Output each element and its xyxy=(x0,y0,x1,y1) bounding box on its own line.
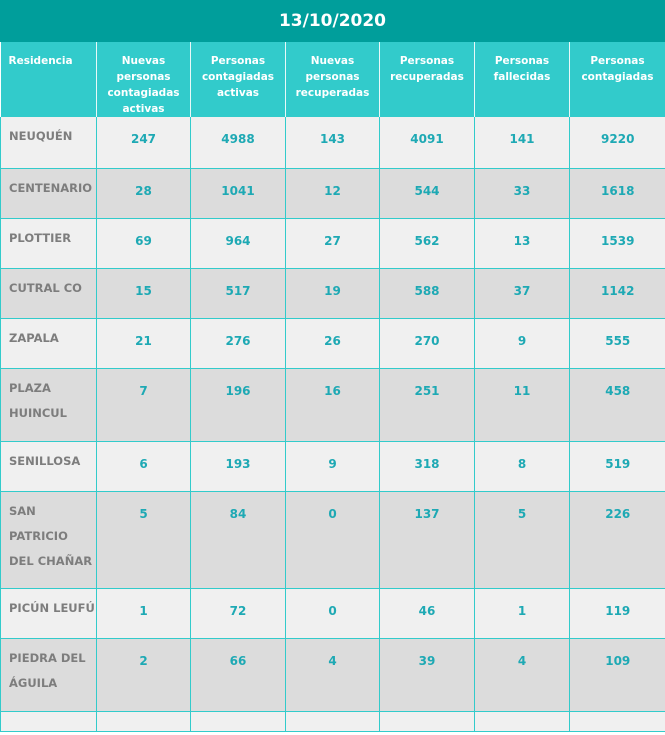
value-cell: 6 xyxy=(97,441,191,491)
value-cell: 588 xyxy=(380,268,475,318)
value-cell: 4 xyxy=(475,638,570,711)
value-cell: 37 xyxy=(475,268,570,318)
value-cell: 1041 xyxy=(191,168,286,218)
value-cell: 5 xyxy=(475,491,570,588)
table-row xyxy=(1,441,665,491)
value-cell: 119 xyxy=(570,588,665,638)
value-cell: 4091 xyxy=(380,117,475,168)
value-cell: 247 xyxy=(97,117,191,168)
table-row xyxy=(1,268,665,318)
table-row xyxy=(1,368,665,441)
residence-cell: SAN PATRICIO DEL CHAÑAR xyxy=(1,491,97,588)
value-cell xyxy=(380,711,475,731)
value-cell: 84 xyxy=(191,491,286,588)
date-header: 13/10/2020 xyxy=(0,0,665,42)
residence-cell: CUTRAL CO xyxy=(1,268,97,318)
value-cell: 5 xyxy=(97,491,191,588)
table-row xyxy=(1,168,665,218)
value-cell xyxy=(97,711,191,731)
value-cell xyxy=(475,711,570,731)
residence-cell xyxy=(1,711,97,731)
value-cell: 318 xyxy=(380,441,475,491)
value-cell: 226 xyxy=(570,491,665,588)
column-header: Residencia xyxy=(1,42,97,117)
value-cell: 7 xyxy=(97,368,191,441)
table-row xyxy=(1,318,665,368)
value-cell: 964 xyxy=(191,218,286,268)
value-cell: 69 xyxy=(97,218,191,268)
table-row xyxy=(1,588,665,638)
value-cell: 1142 xyxy=(570,268,665,318)
residence-cell: PIEDRA DEL ÁGUILA xyxy=(1,638,97,711)
value-cell xyxy=(286,711,380,731)
value-cell: 15 xyxy=(97,268,191,318)
column-header: Personas recuperadas xyxy=(380,42,475,117)
value-cell: 16 xyxy=(286,368,380,441)
value-cell: 21 xyxy=(97,318,191,368)
value-cell: 28 xyxy=(97,168,191,218)
table-row xyxy=(1,218,665,268)
residence-cell: SENILLOSA xyxy=(1,441,97,491)
value-cell: 2 xyxy=(97,638,191,711)
value-cell: 13 xyxy=(475,218,570,268)
value-cell: 46 xyxy=(380,588,475,638)
value-cell: 0 xyxy=(286,588,380,638)
value-cell: 27 xyxy=(286,218,380,268)
value-cell: 555 xyxy=(570,318,665,368)
value-cell: 9 xyxy=(286,441,380,491)
value-cell: 270 xyxy=(380,318,475,368)
value-cell: 1618 xyxy=(570,168,665,218)
table-row xyxy=(1,711,665,731)
value-cell: 12 xyxy=(286,168,380,218)
value-cell: 8 xyxy=(475,441,570,491)
value-cell: 1 xyxy=(475,588,570,638)
value-cell: 137 xyxy=(380,491,475,588)
table-header-row xyxy=(1,42,665,117)
table-body xyxy=(1,117,665,731)
residence-cell: ZAPALA xyxy=(1,318,97,368)
column-header: Nuevas personas contagiadas activas xyxy=(97,42,191,117)
value-cell xyxy=(191,711,286,731)
residence-cell: PICÚN LEUFÚ xyxy=(1,588,97,638)
value-cell: 39 xyxy=(380,638,475,711)
table-row xyxy=(1,117,665,168)
residence-cell: PLOTTIER xyxy=(1,218,97,268)
value-cell: 19 xyxy=(286,268,380,318)
residence-cell: CENTENARIO xyxy=(1,168,97,218)
table-row xyxy=(1,491,665,588)
value-cell: 9220 xyxy=(570,117,665,168)
residence-cell: NEUQUÉN xyxy=(1,117,97,168)
value-cell: 196 xyxy=(191,368,286,441)
value-cell: 517 xyxy=(191,268,286,318)
column-header: Personas fallecidas xyxy=(475,42,570,117)
value-cell: 11 xyxy=(475,368,570,441)
residence-cell: PLAZA HUINCUL xyxy=(1,368,97,441)
value-cell: 193 xyxy=(191,441,286,491)
value-cell: 143 xyxy=(286,117,380,168)
column-header: Personas contagiadas xyxy=(570,42,665,117)
value-cell: 276 xyxy=(191,318,286,368)
column-header: Personas contagiadas activas xyxy=(191,42,286,117)
value-cell xyxy=(570,711,665,731)
column-header: Nuevas personas recuperadas xyxy=(286,42,380,117)
value-cell: 1 xyxy=(97,588,191,638)
value-cell: 519 xyxy=(570,441,665,491)
value-cell: 544 xyxy=(380,168,475,218)
value-cell: 9 xyxy=(475,318,570,368)
value-cell: 26 xyxy=(286,318,380,368)
value-cell: 4988 xyxy=(191,117,286,168)
value-cell: 72 xyxy=(191,588,286,638)
covid-table xyxy=(0,42,665,732)
value-cell: 4 xyxy=(286,638,380,711)
value-cell: 0 xyxy=(286,491,380,588)
value-cell: 109 xyxy=(570,638,665,711)
value-cell: 251 xyxy=(380,368,475,441)
value-cell: 141 xyxy=(475,117,570,168)
value-cell: 33 xyxy=(475,168,570,218)
value-cell: 66 xyxy=(191,638,286,711)
value-cell: 458 xyxy=(570,368,665,441)
value-cell: 562 xyxy=(380,218,475,268)
table-row xyxy=(1,638,665,711)
value-cell: 1539 xyxy=(570,218,665,268)
